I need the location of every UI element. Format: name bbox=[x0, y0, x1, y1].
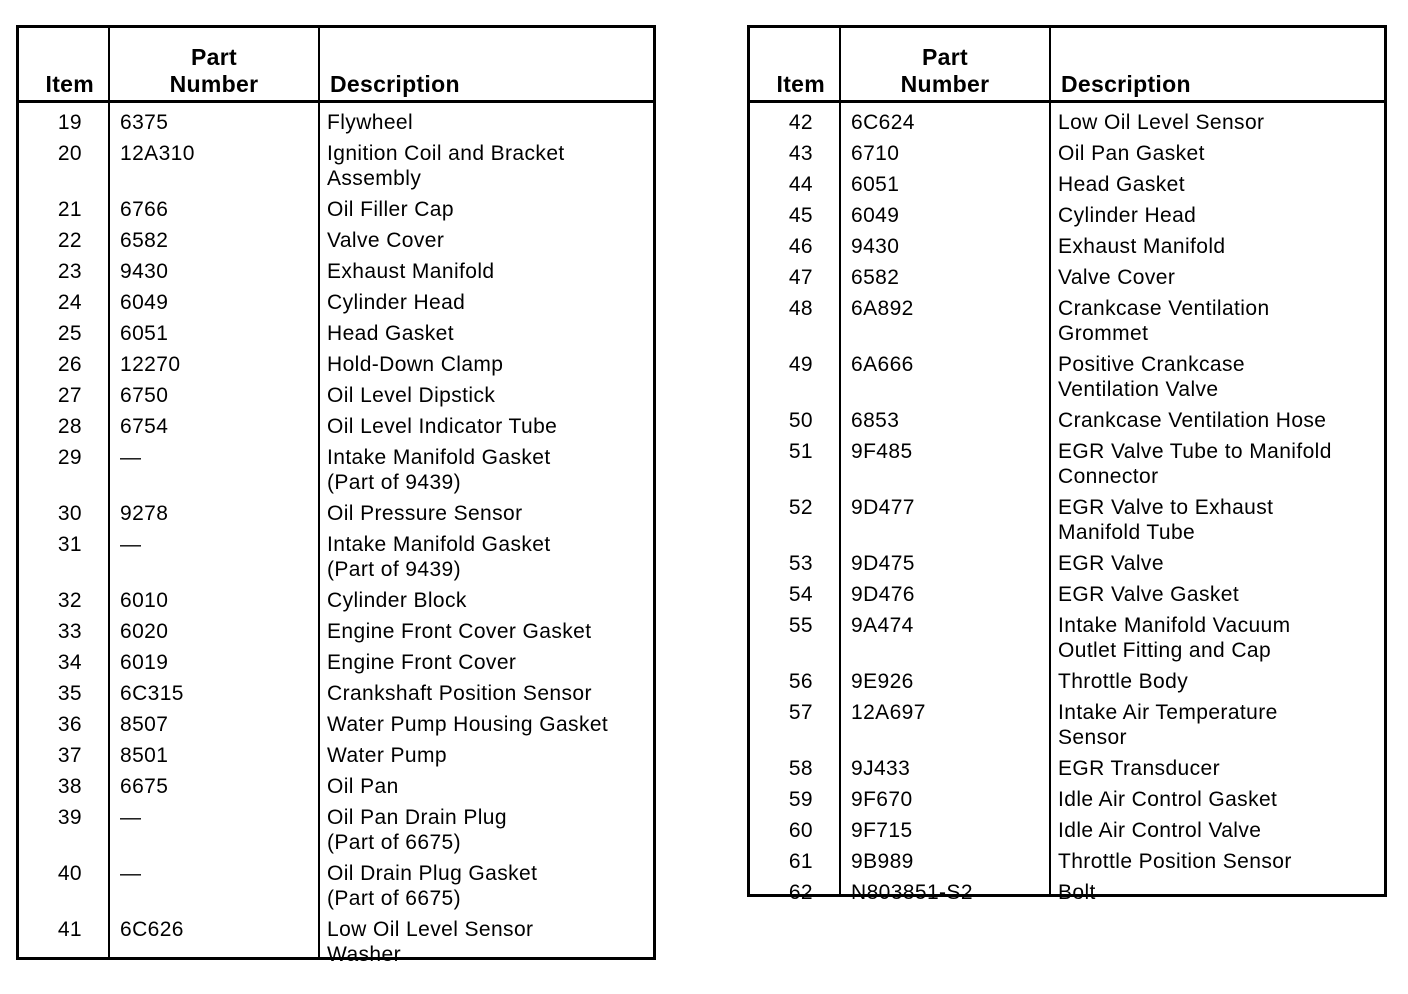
part-number: 9D477 bbox=[851, 496, 915, 519]
table-row bbox=[750, 293, 1384, 349]
table-row bbox=[19, 802, 653, 858]
table-row bbox=[750, 784, 1384, 815]
table-row bbox=[19, 138, 653, 194]
item-number: 60 bbox=[788, 819, 813, 842]
item-number: 37 bbox=[57, 744, 82, 767]
part-number: 6C624 bbox=[851, 111, 915, 134]
table-row bbox=[19, 914, 653, 970]
description: Oil Filler Cap bbox=[327, 198, 454, 221]
header-description: Description bbox=[330, 71, 460, 97]
description: Crankshaft Position Sensor bbox=[327, 682, 592, 705]
item-number: 21 bbox=[57, 198, 82, 221]
header-description: Description bbox=[1061, 71, 1191, 97]
table-row bbox=[750, 138, 1384, 169]
description: EGR Valve Tube to Manifold Connector bbox=[1058, 440, 1332, 488]
table-body bbox=[750, 103, 1384, 904]
description: Intake Manifold Gasket (Part of 9439) bbox=[327, 533, 551, 581]
item-number: 47 bbox=[788, 266, 813, 289]
item-number: 48 bbox=[788, 297, 813, 320]
description: Engine Front Cover bbox=[327, 651, 517, 674]
part-number: 9430 bbox=[851, 235, 900, 258]
table-row bbox=[750, 697, 1384, 753]
description: EGR Valve Gasket bbox=[1058, 583, 1240, 606]
description: Positive Crankcase Ventilation Valve bbox=[1058, 353, 1245, 401]
item-number: 35 bbox=[57, 682, 82, 705]
description: Crankcase Ventilation Grommet bbox=[1058, 297, 1270, 345]
part-number: 6C626 bbox=[120, 918, 184, 941]
table-row bbox=[750, 107, 1384, 138]
part-number: 8501 bbox=[120, 744, 169, 767]
table-row bbox=[19, 678, 653, 709]
header-part-number bbox=[110, 44, 318, 98]
table-row bbox=[19, 616, 653, 647]
description: Crankcase Ventilation Hose bbox=[1058, 409, 1327, 432]
item-number: 55 bbox=[788, 614, 813, 637]
item-number: 36 bbox=[57, 713, 82, 736]
item-number: 42 bbox=[788, 111, 813, 134]
part-number: 6C315 bbox=[120, 682, 184, 705]
parts-table-left bbox=[16, 25, 656, 966]
table-row bbox=[19, 442, 653, 498]
parts-table-right bbox=[747, 25, 1387, 904]
table-row bbox=[750, 200, 1384, 231]
part-number: 6375 bbox=[120, 111, 169, 134]
table-row bbox=[750, 548, 1384, 579]
part-number: 6582 bbox=[851, 266, 900, 289]
description: Oil Pressure Sensor bbox=[327, 502, 523, 525]
table-row bbox=[750, 666, 1384, 697]
description: Flywheel bbox=[327, 111, 414, 134]
part-number: 12A697 bbox=[851, 701, 926, 724]
item-number: 31 bbox=[57, 533, 82, 556]
header-part-number bbox=[841, 44, 1049, 98]
description: Exhaust Manifold bbox=[327, 260, 495, 283]
item-number: 27 bbox=[57, 384, 82, 407]
table-row bbox=[19, 709, 653, 740]
item-number: 32 bbox=[57, 589, 82, 612]
table-row bbox=[19, 225, 653, 256]
description: Water Pump Housing Gasket bbox=[327, 713, 609, 736]
table-row bbox=[19, 380, 653, 411]
part-number: 6853 bbox=[851, 409, 900, 432]
item-number: 20 bbox=[57, 142, 82, 165]
table-row bbox=[19, 647, 653, 678]
table-row bbox=[750, 349, 1384, 405]
part-number: 9F485 bbox=[851, 440, 913, 463]
description: Head Gasket bbox=[327, 322, 454, 345]
item-number: 44 bbox=[788, 173, 813, 196]
part-number: — bbox=[120, 806, 142, 829]
table-row bbox=[19, 411, 653, 442]
table-row bbox=[19, 498, 653, 529]
part-number: 9J433 bbox=[851, 757, 911, 780]
table-row bbox=[19, 107, 653, 138]
item-number: 24 bbox=[57, 291, 82, 314]
table-row bbox=[19, 349, 653, 380]
table-row bbox=[19, 740, 653, 771]
part-number: 6051 bbox=[120, 322, 169, 345]
part-number: 6019 bbox=[120, 651, 169, 674]
item-number: 57 bbox=[788, 701, 813, 724]
table-row bbox=[19, 858, 653, 914]
item-number: 54 bbox=[788, 583, 813, 606]
item-number: 40 bbox=[57, 862, 82, 885]
table-row bbox=[750, 436, 1384, 492]
table-row bbox=[750, 169, 1384, 200]
description: Intake Manifold Vacuum Outlet Fitting and Cap bbox=[1058, 614, 1291, 662]
description: Throttle Body bbox=[1058, 670, 1189, 693]
description: Oil Level Dipstick bbox=[327, 384, 496, 407]
description: Head Gasket bbox=[1058, 173, 1185, 196]
item-number: 33 bbox=[57, 620, 82, 643]
item-number: 46 bbox=[788, 235, 813, 258]
part-number: 6049 bbox=[851, 204, 900, 227]
table-row bbox=[19, 287, 653, 318]
description: Low Oil Level Sensor Washer bbox=[327, 918, 534, 966]
description: Oil Level Indicator Tube bbox=[327, 415, 558, 438]
part-number: 9F715 bbox=[851, 819, 913, 842]
item-number: 58 bbox=[788, 757, 813, 780]
description: Cylinder Head bbox=[1058, 204, 1197, 227]
part-number: — bbox=[120, 862, 142, 885]
description: Idle Air Control Valve bbox=[1058, 819, 1262, 842]
description: Intake Manifold Gasket (Part of 9439) bbox=[327, 446, 551, 494]
item-number: 25 bbox=[57, 322, 82, 345]
table-row bbox=[750, 262, 1384, 293]
part-number: 6020 bbox=[120, 620, 169, 643]
table-row bbox=[750, 579, 1384, 610]
header-item: Item bbox=[776, 71, 825, 97]
header-part-line2: Number bbox=[169, 71, 259, 97]
table-header bbox=[750, 28, 1384, 103]
item-number: 49 bbox=[788, 353, 813, 376]
table-row bbox=[750, 815, 1384, 846]
description: Hold-Down Clamp bbox=[327, 353, 504, 376]
item-number: 23 bbox=[57, 260, 82, 283]
item-number: 43 bbox=[788, 142, 813, 165]
header-part-line2: Number bbox=[900, 71, 990, 97]
item-number: 52 bbox=[788, 496, 813, 519]
table-row bbox=[750, 877, 1384, 908]
part-number: 12A310 bbox=[120, 142, 195, 165]
table-row bbox=[19, 318, 653, 349]
item-number: 30 bbox=[57, 502, 82, 525]
table-row bbox=[750, 753, 1384, 784]
item-number: 22 bbox=[57, 229, 82, 252]
part-number: 9430 bbox=[120, 260, 169, 283]
description: EGR Valve bbox=[1058, 552, 1164, 575]
description: Throttle Position Sensor bbox=[1058, 850, 1292, 873]
part-number: 9B989 bbox=[851, 850, 914, 873]
item-number: 51 bbox=[788, 440, 813, 463]
item-number: 53 bbox=[788, 552, 813, 575]
part-number: 9D476 bbox=[851, 583, 915, 606]
item-number: 59 bbox=[788, 788, 813, 811]
item-number: 62 bbox=[788, 881, 813, 904]
item-number: 34 bbox=[57, 651, 82, 674]
table-body bbox=[19, 103, 653, 966]
item-number: 19 bbox=[57, 111, 82, 134]
description: Low Oil Level Sensor bbox=[1058, 111, 1265, 134]
part-number: 9278 bbox=[120, 502, 169, 525]
description: Bolt bbox=[1058, 881, 1096, 904]
part-number: — bbox=[120, 446, 142, 469]
header-item: Item bbox=[45, 71, 94, 97]
description: Water Pump bbox=[327, 744, 447, 767]
part-number: 6010 bbox=[120, 589, 169, 612]
description: Valve Cover bbox=[327, 229, 445, 252]
description: EGR Transducer bbox=[1058, 757, 1220, 780]
part-number: 6049 bbox=[120, 291, 169, 314]
table-row bbox=[750, 610, 1384, 666]
description: Valve Cover bbox=[1058, 266, 1176, 289]
table-row bbox=[750, 405, 1384, 436]
description: Oil Pan Gasket bbox=[1058, 142, 1205, 165]
item-number: 28 bbox=[57, 415, 82, 438]
description: Ignition Coil and Bracket Assembly bbox=[327, 142, 565, 190]
part-number: 12270 bbox=[120, 353, 181, 376]
description: Cylinder Head bbox=[327, 291, 466, 314]
item-number: 45 bbox=[788, 204, 813, 227]
table-row bbox=[750, 231, 1384, 262]
table-row bbox=[19, 771, 653, 802]
table-row bbox=[19, 529, 653, 585]
description: Oil Drain Plug Gasket (Part of 6675) bbox=[327, 862, 538, 910]
description: Cylinder Block bbox=[327, 589, 467, 612]
part-number: 9E926 bbox=[851, 670, 914, 693]
description: Exhaust Manifold bbox=[1058, 235, 1226, 258]
part-number: 6A892 bbox=[851, 297, 914, 320]
part-number: 6754 bbox=[120, 415, 169, 438]
part-number: 6766 bbox=[120, 198, 169, 221]
part-number: 6582 bbox=[120, 229, 169, 252]
part-number: N803851-S2 bbox=[851, 881, 973, 904]
part-number: 8507 bbox=[120, 713, 169, 736]
item-number: 29 bbox=[57, 446, 82, 469]
item-number: 38 bbox=[57, 775, 82, 798]
part-number: 6710 bbox=[851, 142, 900, 165]
item-number: 41 bbox=[57, 918, 82, 941]
part-number: 6750 bbox=[120, 384, 169, 407]
table-row bbox=[19, 256, 653, 287]
item-number: 56 bbox=[788, 670, 813, 693]
part-number: 9D475 bbox=[851, 552, 915, 575]
part-number: 6A666 bbox=[851, 353, 914, 376]
table-row bbox=[19, 585, 653, 616]
description: Oil Pan bbox=[327, 775, 399, 798]
table-row bbox=[750, 492, 1384, 548]
table-header bbox=[19, 28, 653, 103]
description: Engine Front Cover Gasket bbox=[327, 620, 592, 643]
part-number: 9A474 bbox=[851, 614, 914, 637]
item-number: 50 bbox=[788, 409, 813, 432]
item-number: 39 bbox=[57, 806, 82, 829]
description: Idle Air Control Gasket bbox=[1058, 788, 1278, 811]
part-number: 9F670 bbox=[851, 788, 913, 811]
item-number: 61 bbox=[788, 850, 813, 873]
header-part-line1: Part bbox=[191, 44, 237, 70]
description: Intake Air Temperature Sensor bbox=[1058, 701, 1278, 749]
part-number: 6051 bbox=[851, 173, 900, 196]
item-number: 26 bbox=[57, 353, 82, 376]
part-number: 6675 bbox=[120, 775, 169, 798]
description: EGR Valve to Exhaust Manifold Tube bbox=[1058, 496, 1274, 544]
description: Oil Pan Drain Plug (Part of 6675) bbox=[327, 806, 507, 854]
table-row bbox=[750, 846, 1384, 877]
header-part-line1: Part bbox=[922, 44, 968, 70]
table-row bbox=[19, 194, 653, 225]
part-number: — bbox=[120, 533, 142, 556]
